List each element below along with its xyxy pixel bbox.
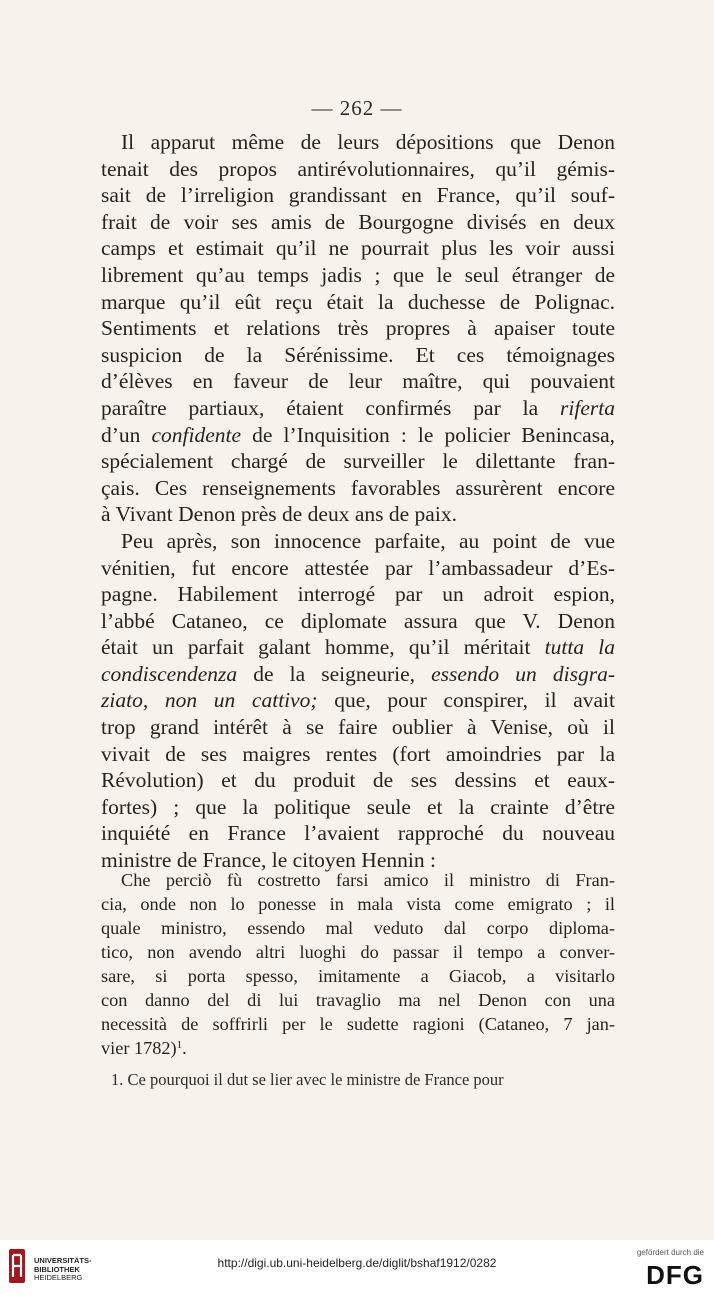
- italic-run: tutta la: [544, 635, 615, 660]
- italic-run: condiscendenza: [101, 661, 238, 686]
- italic-run: ziato, non un cattivo;: [101, 688, 318, 713]
- text-line: vivait de ses maigres rentes (fort amoindries par la: [101, 741, 615, 766]
- text-line: Sentiments et relations très propres à apaiser toute: [101, 316, 615, 341]
- text-run: d’un: [101, 422, 152, 447]
- page-number: — 262 —: [311, 96, 403, 120]
- text-line: [101, 422, 615, 449]
- quote-line: Che perciò fù costretto farsi amico il ministro di Fran-: [121, 870, 615, 890]
- text-line: çais. Ces renseignements favorables assurèrent encore: [101, 475, 615, 500]
- text-line: marque qu’il eût reçu était la duchesse de Polignac.: [101, 289, 615, 314]
- text-run: que, pour conspirer, il avait: [317, 688, 615, 713]
- footnote-line: 1. Ce pourquoi il dut se lier avec le ministre de France pour: [111, 1070, 504, 1089]
- text-run: paraître partiaux, étaient confirmés par la: [101, 395, 561, 420]
- italic-run: essendo un disgra-: [431, 661, 615, 686]
- text-line: sait de l’irreligion grandissant en France, qu’il souf-: [101, 183, 615, 208]
- quote-line: cia, onde non lo ponesse in mala vista come emigrato ; il: [101, 894, 615, 914]
- italic-run: riferta: [560, 395, 615, 420]
- quote-line: tico, non avendo altri luoghi do passar il tempo a conver-: [101, 942, 615, 962]
- text-line: [101, 687, 615, 714]
- text-line: librement qu’au temps jadis ; que le seul étranger de: [101, 262, 615, 287]
- text-line: inquiété en France l’avaient rapproché du nouveau: [101, 821, 615, 846]
- quote-line: [101, 1036, 615, 1060]
- digitization-footer: [0, 1240, 714, 1294]
- text-line: spécialement chargé de surveiller le dilettante fran-: [101, 449, 615, 474]
- library-line: HEIDELBERG: [34, 1273, 83, 1282]
- permalink-url[interactable]: http://digi.ub.uni-heidelberg.de/diglit/bshaf1912/0282: [217, 1256, 497, 1270]
- dfg-logo[interactable]: DFG: [646, 1260, 704, 1290]
- text-line: [101, 634, 615, 661]
- text-run: vier 1782): [101, 1038, 177, 1058]
- library-line: BIBLIOTHEK: [34, 1264, 80, 1274]
- text-line: camps et estimait qu’il ne pourrait plus les voir aussi: [101, 236, 615, 261]
- text-run: était un parfait galant homme, qu’il méritait: [101, 635, 545, 660]
- quote-line: sare, si porta spesso, imitamente a Giacob, a visitarlo: [101, 966, 615, 986]
- text-line: suspicion de la Sérénissime. Et ces témoignages: [101, 342, 615, 367]
- text-line: Révolution) et du produit de ses dessins et eaux-: [101, 768, 615, 793]
- italic-run: confidente: [151, 422, 242, 447]
- quote-line: con danno del di lui travaglio ma nel Denon con una: [101, 990, 615, 1010]
- text-run: de la seigneurie,: [237, 661, 432, 686]
- footnote: [101, 1069, 615, 1091]
- text-line: trop grand intérêt à se faire oublier à Venise, où il: [101, 715, 615, 740]
- text-line: [101, 661, 615, 688]
- text-line: frait de voir ses amis de Bourgogne divisés en deux: [101, 209, 615, 234]
- italian-quotation: [101, 868, 615, 1060]
- text-line: à Vivant Denon près de deux ans de paix.: [101, 502, 457, 527]
- text-line: fortes) ; que la politique seule et la crainte d’être: [101, 794, 615, 819]
- text-line: ministre de France, le citoyen Hennin :: [101, 848, 436, 873]
- text-line: Il apparut même de leurs dépositions que Denon: [121, 130, 615, 154]
- text-run: .: [182, 1038, 187, 1058]
- text-line: tenait des propos antirévolutionnaires, qu’il gémis-: [101, 156, 615, 181]
- text-line: Peu après, son innocence parfaite, au point de vue: [121, 528, 615, 553]
- text-run: de l’Inquisition : le policier Benincasa,: [241, 422, 615, 447]
- library-line: UNIVERSITÄTS-: [34, 1256, 92, 1265]
- quote-line: necessità de soffrirli per le sudette ragioni (Cataneo, 7 jan-: [101, 1014, 615, 1034]
- text-line: d’élèves en faveur de leur maître, qui pouvaient: [101, 369, 615, 394]
- text-line: l’abbé Cataneo, ce diplomate assura que V. Denon: [101, 608, 615, 633]
- footnote-marker: 1: [176, 1039, 183, 1051]
- text-line: vénitien, fut encore attestée par l’ambassadeur d’Es-: [101, 555, 615, 580]
- text-line: [101, 395, 615, 422]
- quote-line: quale ministro, essendo mal veduto dal corpo diploma-: [101, 918, 615, 938]
- main-text: [101, 129, 615, 874]
- text-line: pagne. Habilement interrogé par un adroit espion,: [101, 582, 615, 607]
- dfg-caption: gefördert durch die: [636, 1248, 704, 1257]
